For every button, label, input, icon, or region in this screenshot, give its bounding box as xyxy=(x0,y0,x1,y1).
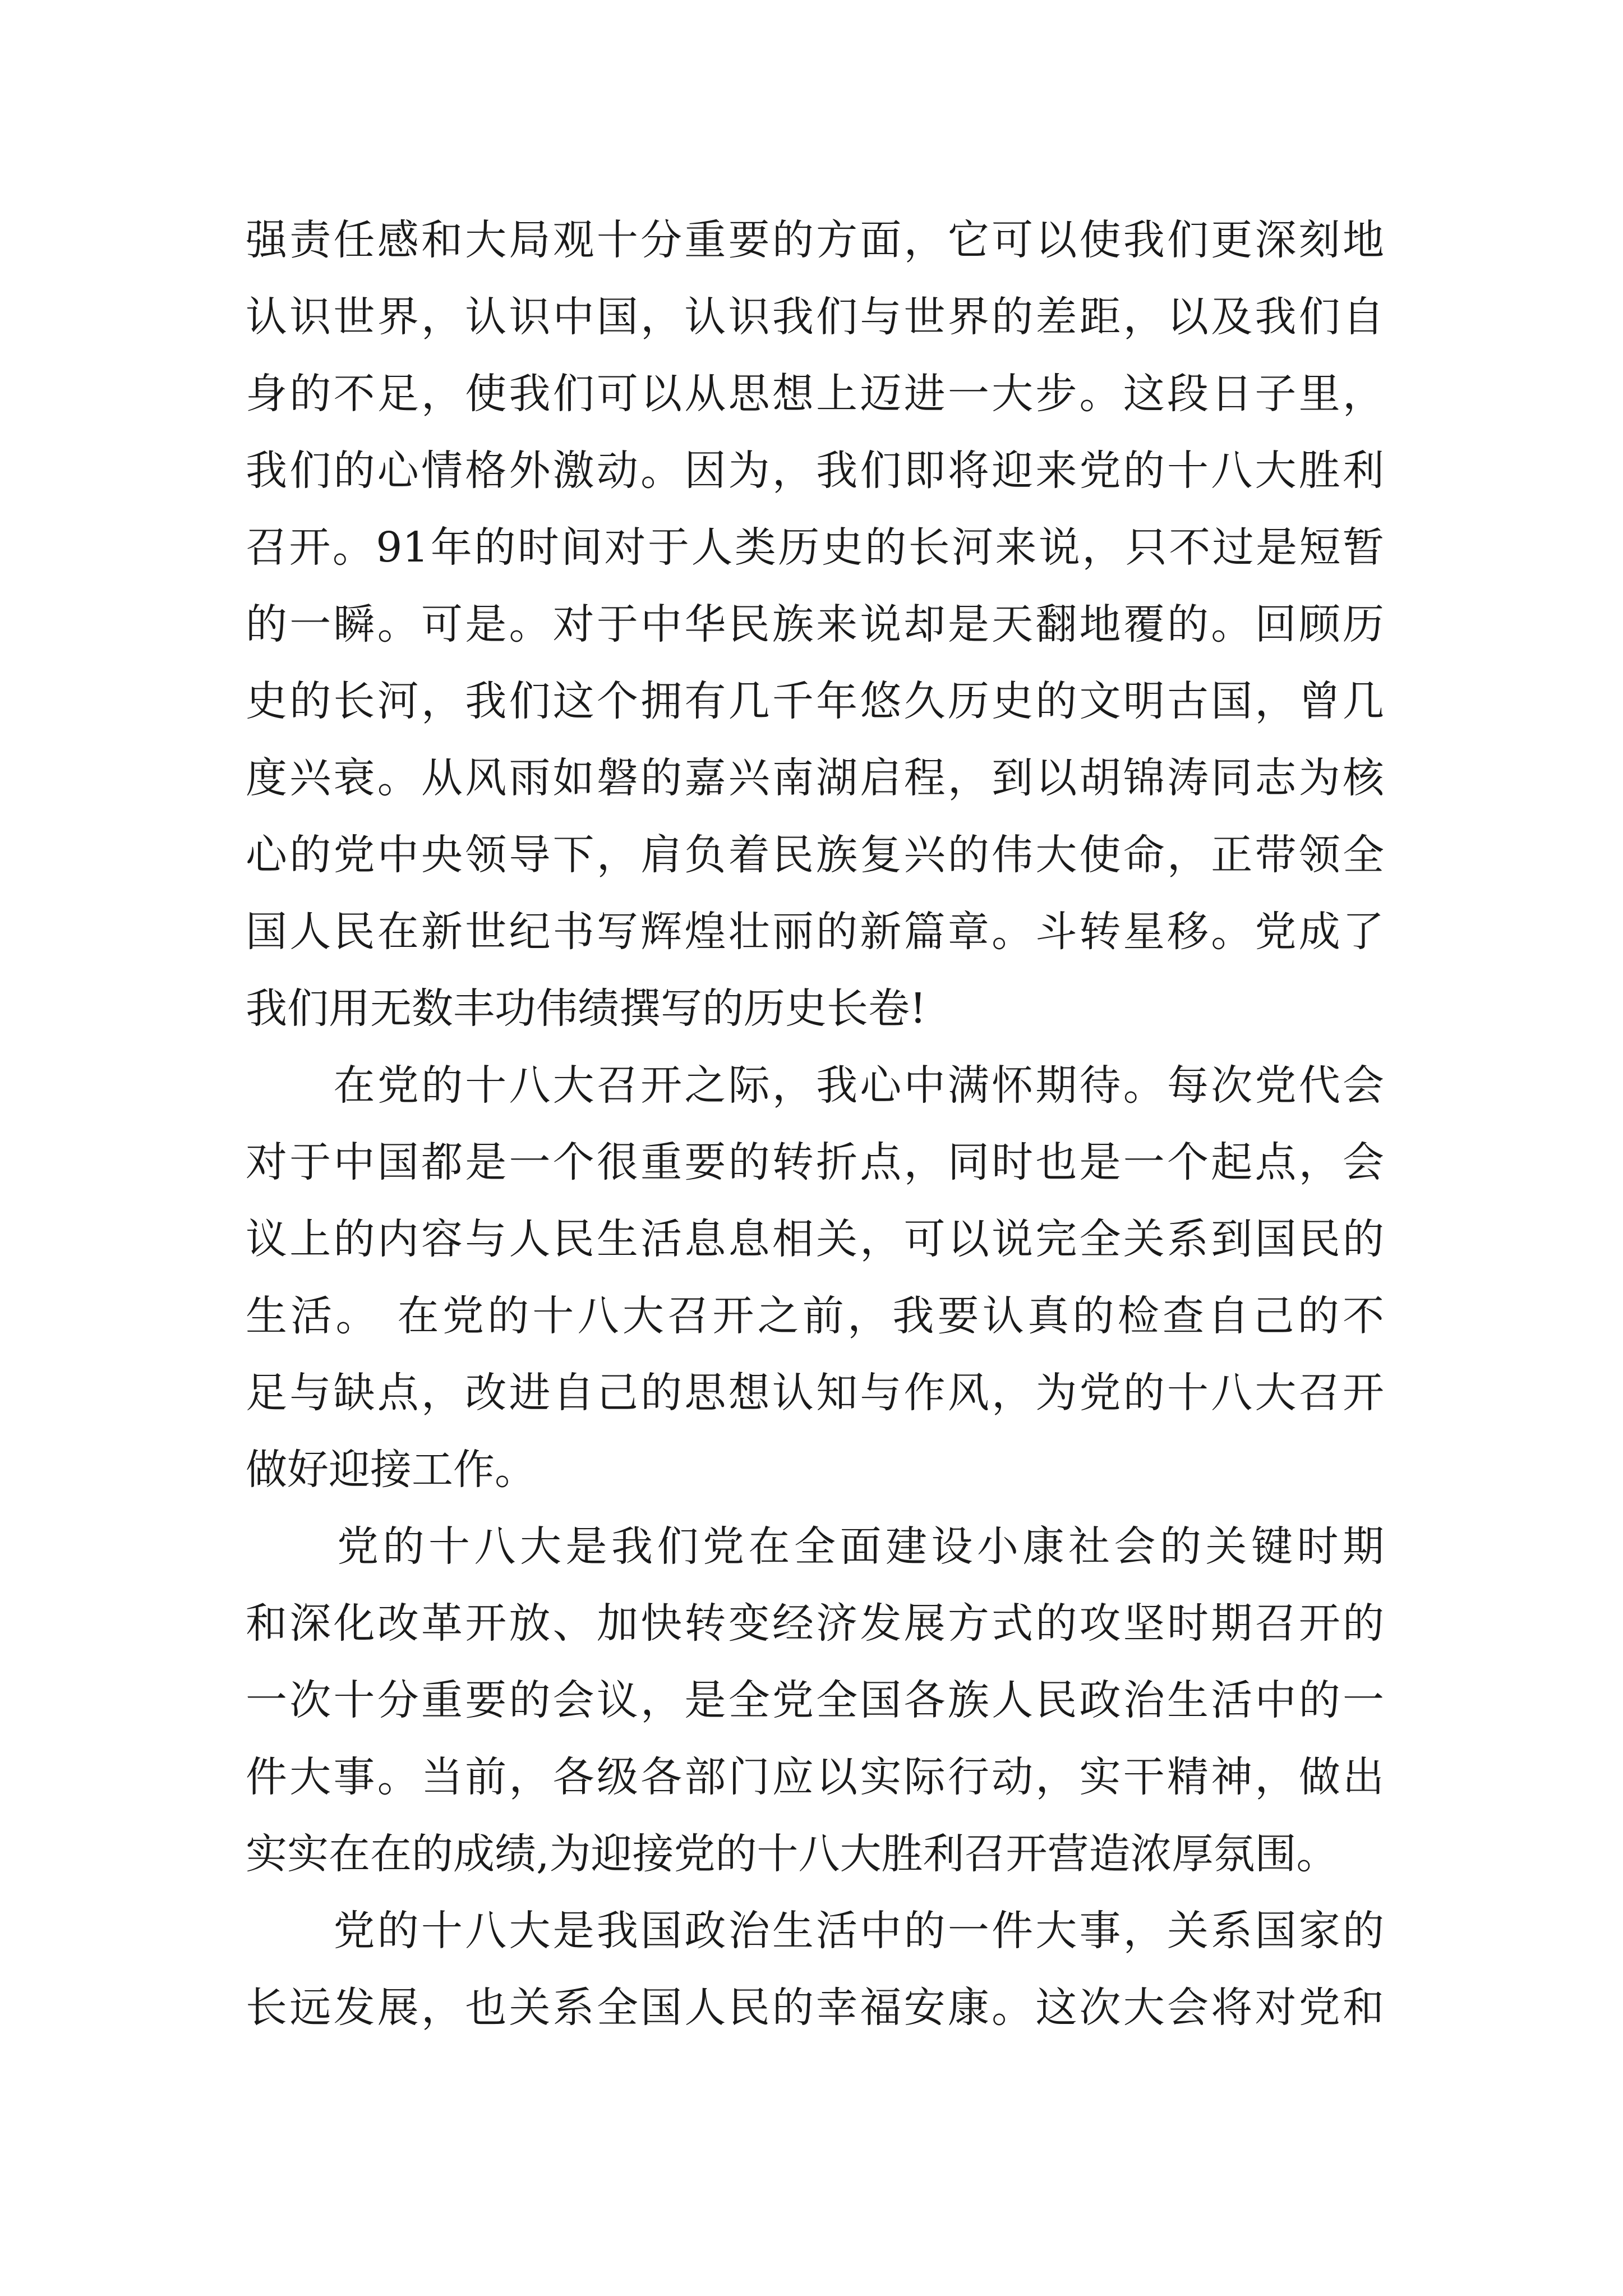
text-line: 一次十分重要的会议，是全党全国各族人民政治生活中的一 xyxy=(246,1676,1384,1724)
text-line: 长远发展，也关系全国人民的幸福安康。这次大会将对党和 xyxy=(246,1984,1384,2032)
text-line: 生活。 在党的十八大召开之前，我要认真的检查自己的不 xyxy=(246,1292,1384,1340)
text-line: 件大事。当前，各级各部门应以实际行动，实干精神，做出 xyxy=(246,1753,1384,1801)
text-line: 和深化改革开放、加快转变经济发展方式的攻坚时期召开的 xyxy=(246,1599,1384,1648)
text-line: 我们的心情格外激动。因为，我们即将迎来党的十八大胜利 xyxy=(246,447,1384,495)
text-line: 党的十八大是我们党在全面建设小康社会的关键时期 xyxy=(246,1522,1384,1571)
text-line: 度兴衰。从风雨如磐的嘉兴南湖启程，到以胡锦涛同志为核 xyxy=(246,754,1384,802)
text-line: 召开。91年的时间对于人类历史的长河来说，只不过是短暂 xyxy=(246,523,1384,572)
document-body xyxy=(246,202,1384,2046)
text-line: 足与缺点，改进自己的思想认知与作风，为党的十八大召开 xyxy=(246,1369,1384,1417)
text-line: 认识世界，认识中国，认识我们与世界的差距，以及我们自 xyxy=(246,293,1384,341)
text-line: 实实在在的成绩,为迎接党的十八大胜利召开营造浓厚氛围。 xyxy=(246,1830,1338,1878)
text-line: 议上的内容与人民生活息息相关，可以说完全关系到国民的 xyxy=(246,1215,1384,1263)
text-line: 在党的十八大召开之际，我心中满怀期待。每次党代会 xyxy=(246,1061,1384,1110)
text-line: 我们用无数丰功伟绩撰写的历史长卷! xyxy=(246,984,926,1033)
text-line: 做好迎接工作。 xyxy=(246,1446,536,1494)
text-line: 强责任感和大局观十分重要的方面，它可以使我们更深刻地 xyxy=(246,216,1384,264)
text-line: 国人民在新世纪书写辉煌壮丽的新篇章。斗转星移。党成了 xyxy=(246,908,1384,956)
text-line: 党的十八大是我国政治生活中的一件大事，关系国家的 xyxy=(246,1907,1384,1955)
text-line: 的一瞬。可是。对于中华民族来说却是天翻地覆的。回顾历 xyxy=(246,600,1384,648)
text-line: 身的不足，使我们可以从思想上迈进一大步。这段日子里， xyxy=(246,370,1384,418)
text-line: 对于中国都是一个很重要的转折点，同时也是一个起点，会 xyxy=(246,1138,1384,1186)
text-line: 心的党中央领导下，肩负着民族复兴的伟大使命，正带领全 xyxy=(246,831,1384,879)
text-line: 史的长河，我们这个拥有几千年悠久历史的文明古国，曾几 xyxy=(246,677,1384,725)
